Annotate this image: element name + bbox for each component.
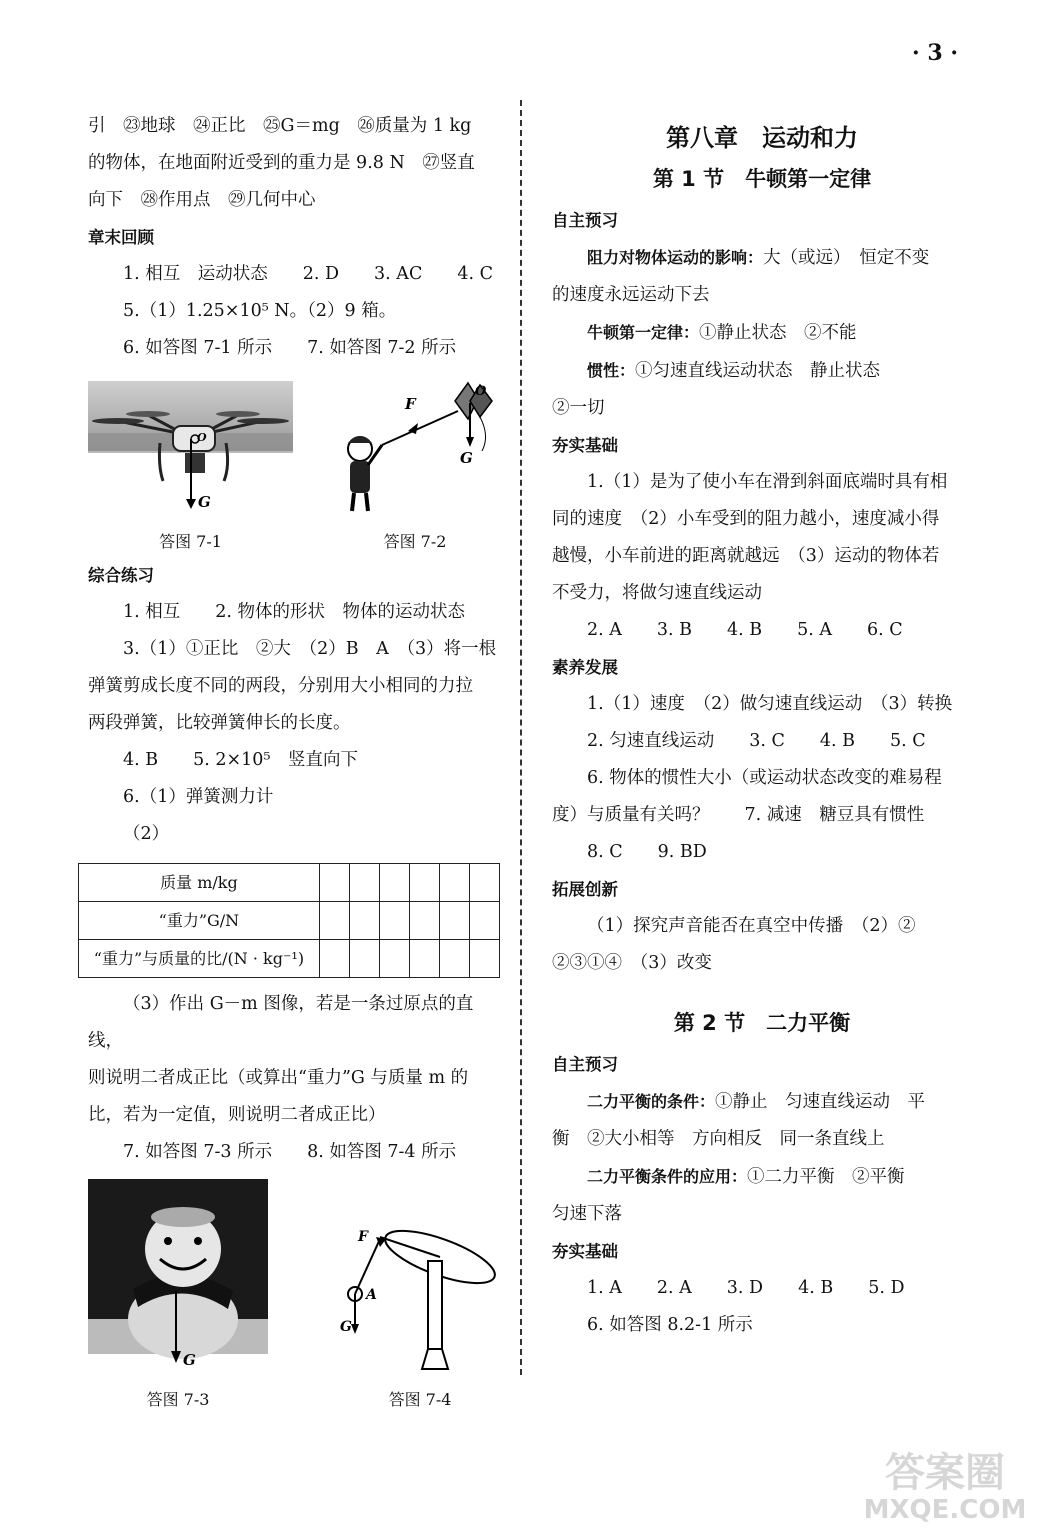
intro-line-2: 的物体，在地面附近受到的重力是 9.8 N ㉗竖直 [88, 153, 475, 173]
preview-key-2: 牛顿第一定律： [587, 323, 700, 342]
figure-row-7-1-7-2 [88, 381, 500, 555]
basic2-line-2: 6. 如答图 8.2-1 所示 [587, 1315, 753, 1335]
table-row [79, 864, 500, 902]
preview2-line-1b: 衡 ②大小相等 方向相反 同一条直线上 [552, 1129, 885, 1149]
label-A: A [366, 1287, 377, 1303]
practice-line-5: 4. B 5. 2×10⁵ 竖直向下 [123, 750, 358, 770]
intro-line-1: 引 ㉓地球 ㉔正比 ㉕G＝mg ㉖质量为 1 kg [88, 116, 472, 136]
practice-line-3: 弹簧剪成长度不同的两段，分别用大小相同的力拉 [88, 676, 473, 696]
figure-7-3-caption: 答图 7-3 [146, 1390, 210, 1409]
figure-7-2 [330, 381, 500, 555]
practice-line-4: 两段弹簧，比较弹簧伸长的长度。 [88, 713, 351, 733]
basic-line-2: 同的速度 （2）小车受到的阻力越小，速度减小得 [552, 509, 940, 529]
label-O: O [197, 431, 207, 444]
figure-7-1-caption: 答图 7-1 [159, 532, 222, 551]
figure-7-2-caption: 答图 7-2 [383, 532, 447, 551]
after-table-line-2: 则说明二者成正比（或算出“重力”G 与质量 m 的 [88, 1068, 469, 1088]
table-row-label: “重力”与质量的比/(N · kg⁻¹) [79, 940, 320, 978]
preview2-text-1: ①静止 匀速直线运动 平 [715, 1092, 926, 1112]
preview2-text-2: ①二力平衡 ②平衡 [747, 1167, 905, 1187]
review-line-1: 1. 相互 运动状态 2. D 3. AC 4. C [123, 264, 493, 284]
page-number: · 3 · [912, 40, 958, 66]
expand-line-2: ②③①④ （3）改变 [552, 953, 712, 973]
table-row-label: 质量 m/kg [79, 864, 320, 902]
after-table-line-1: （3）作出 G－m 图像，若是一条过原点的直线， [88, 994, 474, 1051]
preview2-line-2b: 匀速下落 [552, 1204, 622, 1224]
practice-line-6: 6.（1）弹簧测力计 [123, 787, 274, 807]
basic-line-3: 越慢，小车前进的距离就越远 （3）运动的物体若 [552, 546, 940, 566]
preview-line-1 [552, 239, 972, 277]
label-G-umbrella: G [340, 1319, 352, 1335]
figure-7-4 [340, 1179, 500, 1413]
label-G: G [198, 493, 211, 511]
review-heading: 章末回顾 [88, 228, 154, 247]
basic2-heading: 夯实基础 [552, 1242, 618, 1261]
develop-line-5: 8. C 9. BD [587, 842, 707, 862]
expand-line-1: （1）探究声音能否在真空中传播 （2）② [587, 916, 916, 936]
preview-heading: 自主预习 [552, 211, 618, 230]
after-table-line-4: 7. 如答图 7-3 所示 8. 如答图 7-4 所示 [123, 1142, 457, 1162]
basic-line-1: 1.（1）是为了使小车在滑到斜面底端时具有相 [587, 472, 948, 492]
preview-line-1b: 的速度永远运动下去 [552, 285, 710, 305]
label-G-kite: G [460, 449, 473, 467]
develop-line-1: 1.（1）速度 （2）做匀速直线运动 （3）转换 [587, 694, 953, 714]
basic2-line-1: 1. A 2. A 3. D 4. B 5. D [587, 1278, 905, 1298]
develop-line-3: 6. 物体的惯性大小（或运动状态改变的难易程 [587, 768, 942, 788]
figure-7-1 [88, 381, 293, 555]
right-column [552, 108, 972, 1344]
intro-line-3: 向下 ㉘作用点 ㉙几何中心 [88, 190, 316, 210]
figure-row-7-3-7-4 [88, 1179, 500, 1413]
expand-heading: 拓展创新 [552, 880, 618, 899]
figure-7-3 [88, 1179, 268, 1413]
practice-line-2: 3.（1）①正比 ②大 （2）B A （3）将一根 [123, 639, 497, 659]
label-G-snowman: G [183, 1351, 196, 1369]
figure-7-4-caption: 答图 7-4 [388, 1390, 452, 1409]
practice-line-7: （2） [123, 824, 170, 844]
preview2-line-1 [552, 1083, 972, 1121]
preview-text-3: ①匀速直线运动状态 静止状态 [635, 361, 881, 381]
data-table [78, 863, 500, 978]
table-row [79, 940, 500, 978]
after-table-line-3: 比，若为一定值，则说明二者成正比） [88, 1105, 386, 1125]
label-F-umbrella: F [358, 1229, 368, 1245]
preview-key-3: 惯性： [587, 361, 636, 380]
column-divider [520, 100, 522, 1375]
develop-heading: 素养发展 [552, 658, 618, 677]
preview-line-3 [552, 352, 972, 390]
preview-line-2 [552, 314, 972, 352]
preview2-key-2: 二力平衡条件的应用： [587, 1167, 748, 1186]
watermark-bottom: MXQE.COM [863, 1495, 1027, 1524]
table-row-label: “重力”G/N [79, 902, 320, 940]
drone-photo [88, 381, 293, 521]
chapter-title: 第八章 运动和力 [666, 124, 858, 152]
watermark-top: 答案圈 [885, 1450, 1005, 1496]
practice-line-1: 1. 相互 2. 物体的形状 物体的运动状态 [123, 602, 466, 622]
preview2-line-2 [552, 1158, 972, 1196]
preview-line-3b: ②一切 [552, 398, 605, 418]
label-O-kite: O [475, 384, 487, 399]
label-F: F [405, 395, 416, 413]
snowman-photo [88, 1179, 268, 1379]
section-1-title: 第 1 节 牛顿第一定律 [652, 167, 872, 191]
left-column [88, 108, 500, 1415]
preview2-heading: 自主预习 [552, 1055, 618, 1074]
basic-heading: 夯实基础 [552, 436, 618, 455]
umbrella-drawing [340, 1179, 500, 1379]
basic-line-5: 2. A 3. B 4. B 5. A 6. C [587, 620, 903, 640]
preview-key-1: 阻力对物体运动的影响： [587, 248, 764, 267]
preview2-key-1: 二力平衡的条件： [587, 1092, 716, 1111]
section-2-title: 第 2 节 二力平衡 [673, 1011, 851, 1035]
practice-heading: 综合练习 [88, 566, 154, 585]
basic-line-4: 不受力，将做匀速直线运动 [552, 583, 762, 603]
develop-line-2: 2. 匀速直线运动 3. C 4. B 5. C [587, 731, 926, 751]
review-line-3: 6. 如答图 7-1 所示 7. 如答图 7-2 所示 [123, 338, 457, 358]
develop-line-4: 度）与质量有关吗？ 7. 减速 糖豆具有惯性 [552, 805, 925, 825]
table-row [79, 902, 500, 940]
watermark-logo [840, 1444, 1050, 1524]
kite-drawing [330, 381, 500, 521]
review-line-2: 5.（1）1.25×10⁵ N。（2）9 箱。 [123, 301, 397, 321]
preview-text-1: 大（或远） 恒定不变 [763, 248, 930, 268]
preview-text-2: ①静止状态 ②不能 [699, 323, 857, 343]
